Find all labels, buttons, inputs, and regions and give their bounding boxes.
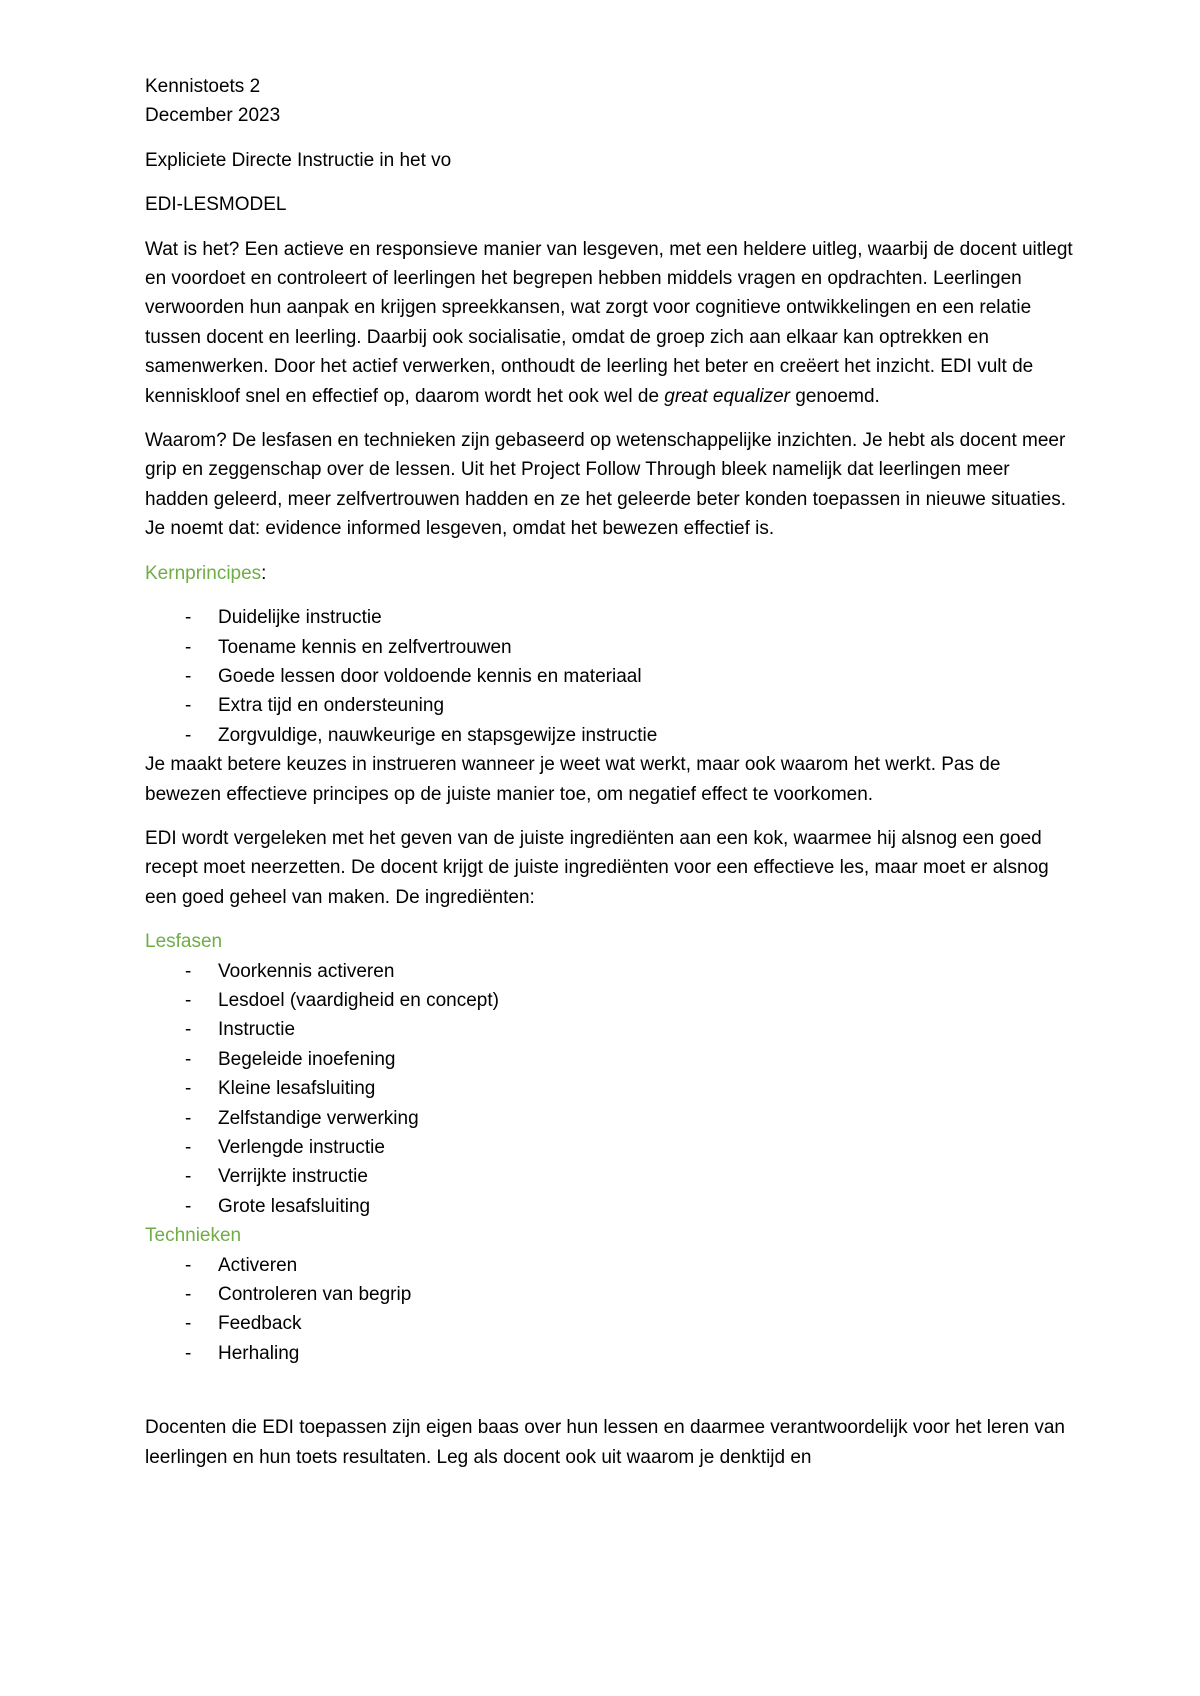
list-item-text: Extra tijd en ondersteuning: [218, 695, 445, 717]
choices-paragraph: Je maakt betere keuzes in instrueren wanneer je weet wat werkt, maar ook waarom het werkt. Pas de bewezen effectieve principes op de juiste manier toe, om negatief effect te voorkomen.: [145, 754, 1001, 805]
list-item-text: Voorkennis activeren: [218, 960, 395, 982]
list-item: [145, 662, 1075, 691]
what-text-after: genoemd.: [790, 385, 880, 407]
list-item-text: Controleren van begrip: [218, 1284, 412, 1306]
dash-bullet: -: [185, 1137, 192, 1158]
dash-bullet: -: [185, 960, 192, 982]
list-item-text: Toename kennis en zelfvertrouwen: [218, 636, 512, 658]
list-item: [145, 633, 1075, 662]
dash-bullet: -: [185, 607, 192, 629]
list-item-text: Goede lessen door voldoende kennis en materiaal: [218, 665, 642, 687]
dash-bullet: -: [185, 1195, 192, 1217]
course-title: Expliciete Directe Instructie in het vo: [145, 149, 452, 171]
document-date: December 2023: [145, 105, 281, 127]
dash-bullet: -: [185, 1342, 192, 1364]
list-item-text: Duidelijke instructie: [218, 607, 382, 629]
list-item-text: Grote lesafsluiting: [218, 1195, 371, 1217]
dash-bullet: -: [185, 1107, 192, 1129]
list-item: [145, 1045, 1075, 1074]
list-item: [145, 986, 1075, 1015]
core-principles-list: [145, 603, 1075, 750]
document-body: [145, 72, 1075, 1487]
dash-bullet: -: [185, 636, 192, 658]
dash-bullet: -: [185, 1019, 192, 1041]
what-text-before: Wat is het? Een actieve en responsieve manier van lesgeven, met een heldere uitleg, waarbij de docent uitlegt en voordoet en controleert of leerlingen het begrepen hebben middels vragen en opdrachten. Leerlingen verwoorden hun aanpak en krijgen spreekkansen, wat zorgt voor cognitieve ontwikkelingen en een relatie tussen docent en leerling. Daarbij ook socialisatie, omdat de groep zich aan elkaar kan optrekken en samenwerken. Door het actief verwerken, onthoudt de leerling het beter en creëert het inzicht. EDI vult de kenniskloof snel en effectief op, daarom wordt het ook wel de: [145, 238, 1073, 407]
list-item-text: Herhaling: [218, 1342, 300, 1364]
list-item: [145, 603, 1075, 632]
list-item: [145, 1074, 1075, 1103]
list-item-text: Zorgvuldige, nauwkeurige en stapsgewijze instructie: [218, 724, 658, 746]
list-item: [145, 1015, 1075, 1044]
comparison-paragraph: EDI wordt vergeleken met het geven van de juiste ingrediënten aan een kok, waarmee hij alsnog een goed recept moet neerzetten. De docent krijgt de juiste ingrediënten voor een effectieve les, maar moet er alsnog een goed geheel van maken. De ingrediënten:: [145, 827, 1049, 908]
list-item-text: Instructie: [218, 1019, 296, 1041]
list-item: [145, 721, 1075, 750]
techniques-heading: Technieken: [145, 1225, 242, 1247]
model-title: EDI-LESMODEL: [145, 194, 287, 216]
dash-bullet: -: [185, 1078, 192, 1100]
list-item: [145, 1133, 1075, 1162]
dash-bullet: -: [185, 1166, 192, 1188]
list-item-text: Feedback: [218, 1313, 302, 1335]
dash-bullet: -: [185, 665, 192, 687]
lesson-phases-list: [145, 957, 1075, 1222]
core-principles-heading-text: Kernprincipes: [145, 562, 262, 584]
what-emphasis: great equalizer: [664, 385, 790, 407]
list-item-text: Kleine lesafsluiting: [218, 1078, 376, 1100]
list-item: [145, 1192, 1075, 1221]
closing-paragraph: Docenten die EDI toepassen zijn eigen baas over hun lessen en daarmee verantwoordelijk voor het leren van leerlingen en hun toets resultaten. Leg als docent ook uit waarom je denktijd en: [145, 1417, 1065, 1468]
list-item: [145, 1280, 1075, 1309]
list-item: [145, 1162, 1075, 1191]
techniques-list: [145, 1251, 1075, 1369]
dash-bullet: -: [185, 695, 192, 717]
why-paragraph: Waarom? De lesfasen en technieken zijn gebaseerd op wetenschappelijke inzichten. Je hebt als docent meer grip en zeggenschap over de lessen. Uit het Project Follow Through bleek namelijk dat leerlingen meer hadden geleerd, meer zelfvertrouwen hadden en ze het geleerde beter konden toepassen in nieuwe situaties. Je noemt dat: evidence informed lesgeven, omdat het bewezen effectief is.: [145, 430, 1067, 540]
dash-bullet: -: [185, 1254, 192, 1276]
list-item-text: Verlengde instructie: [218, 1137, 385, 1158]
core-principles-colon: :: [261, 562, 267, 584]
list-item-text: Begeleide inoefening: [218, 1048, 396, 1070]
dash-bullet: -: [185, 724, 192, 746]
list-item-text: Lesdoel (vaardigheid en concept): [218, 989, 499, 1011]
core-principles-heading: [145, 559, 1075, 588]
list-item: [145, 1251, 1075, 1280]
document-header: [145, 72, 1075, 131]
lesson-phases-heading: Lesfasen: [145, 931, 223, 953]
dash-bullet: -: [185, 1313, 192, 1335]
section-spacer: [145, 1368, 1075, 1413]
dash-bullet: -: [185, 1284, 192, 1306]
list-item: [145, 1104, 1075, 1133]
list-item-text: Zelfstandige verwerking: [218, 1107, 419, 1129]
list-item: [145, 1339, 1075, 1368]
list-item: [145, 1309, 1075, 1338]
what-paragraph: [145, 235, 1075, 411]
dash-bullet: -: [185, 989, 192, 1011]
list-item-text: Verrijkte instructie: [218, 1166, 368, 1188]
document-title: Kennistoets 2: [145, 76, 261, 97]
list-item: [145, 957, 1075, 986]
dash-bullet: -: [185, 1048, 192, 1070]
list-item: [145, 691, 1075, 720]
list-item-text: Activeren: [218, 1254, 298, 1276]
